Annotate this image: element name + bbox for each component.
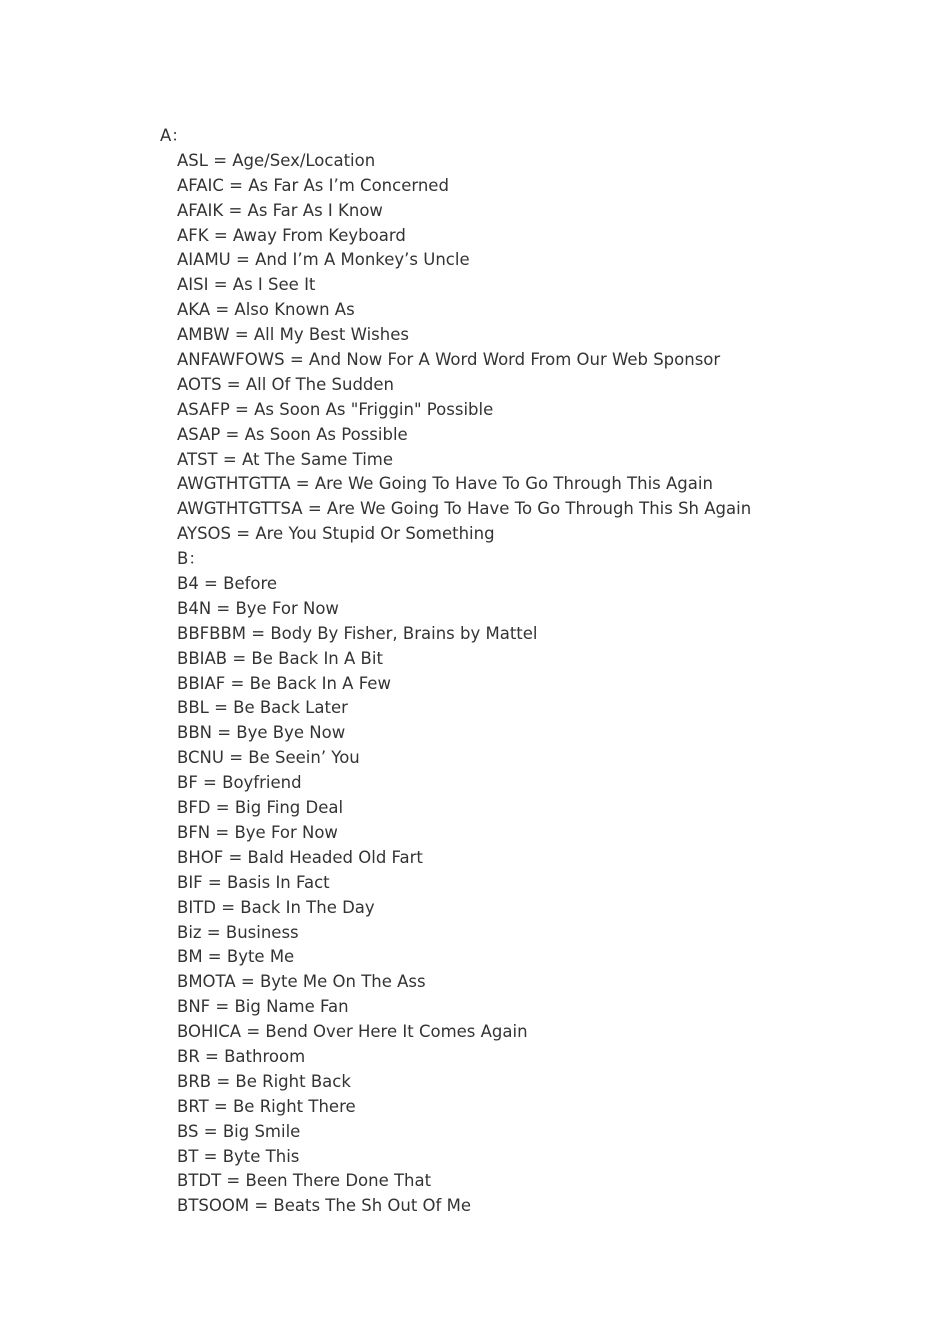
glossary-entry: BM = Byte Me	[177, 947, 295, 967]
glossary-entry: BT = Byte This	[177, 1146, 300, 1166]
glossary-entry: AWGTHTGTTA = Are We Going To Have To Go Through This Again	[177, 474, 713, 494]
glossary-entry: AYSOS = Are You Stupid Or Something	[177, 524, 495, 544]
glossary-entry: AIAMU = And I’m A Monkey’s Uncle	[177, 250, 470, 270]
glossary-entry: AOTS = All Of The Sudden	[177, 374, 395, 394]
section-a-heading: A：	[160, 126, 188, 145]
glossary-entry: ASAP = As Soon As Possible	[177, 424, 408, 444]
glossary-entry: ASAFP = As Soon As "Friggin" Possible	[177, 399, 494, 419]
glossary-entry: BTSOOM = Beats The Sh Out Of Me	[177, 1196, 471, 1216]
glossary-entry: AFAIC = As Far As I’m Concerned	[177, 175, 449, 195]
glossary-entry: ANFAWFOWS = And Now For A Word Word From Our Web Sponsor	[177, 350, 721, 370]
glossary-entry: ATST = At The Same Time	[177, 449, 394, 469]
glossary-entry: AMBW = All My Best Wishes	[177, 325, 409, 345]
glossary-entry: AFK = Away From Keyboard	[177, 225, 406, 245]
glossary-entry: ASL = Age/Sex/Location	[177, 150, 376, 170]
glossary-entry: BCNU = Be Seein’ You	[177, 748, 360, 768]
glossary-entry: BBL = Be Back Later	[177, 698, 348, 718]
section-b-heading: B：	[177, 549, 205, 569]
glossary-entry: BS = Big Smile	[177, 1121, 301, 1141]
glossary-entry: BF = Boyfriend	[177, 773, 302, 793]
glossary-entry: AFAIK = As Far As I Know	[177, 200, 383, 220]
glossary-entry: AKA = Also Known As	[177, 300, 355, 320]
section-a-list	[160, 149, 920, 547]
glossary-entry: BRT = Be Right There	[177, 1096, 356, 1116]
glossary-entry: BITD = Back In The Day	[177, 897, 375, 917]
glossary-entry: BFD = Big Fing Deal	[177, 798, 344, 818]
glossary-entry: BMOTA = Byte Me On The Ass	[177, 972, 426, 992]
glossary-entry: BRB = Be Right Back	[177, 1071, 351, 1091]
glossary-entry: AISI = As I See It	[177, 275, 316, 295]
glossary-entry: BTDT = Been There Done That	[177, 1171, 432, 1191]
glossary-entry: BBIAF = Be Back In A Few	[177, 673, 391, 693]
section-b-list	[160, 572, 920, 1219]
glossary-entry: BNF = Big Name Fan	[177, 997, 349, 1017]
glossary-entry: BHOF = Bald Headed Old Fart	[177, 847, 423, 867]
glossary-entry: BR = Bathroom	[177, 1046, 306, 1066]
glossary-entry: BIF = Basis In Fact	[177, 872, 330, 892]
glossary-entry: BBFBBM = Body By Fisher, Brains by Mattel	[177, 623, 538, 643]
glossary-entry: Biz = Business	[177, 922, 299, 942]
glossary-entry: AWGTHTGTTSA = Are We Going To Have To Go Through This Sh Again	[177, 499, 752, 519]
glossary-entry: BBIAB = Be Back In A Bit	[177, 648, 383, 668]
glossary-text	[160, 124, 920, 1219]
glossary-entry: BOHICA = Bend Over Here It Comes Again	[177, 1022, 528, 1042]
glossary-entry: BFN = Bye For Now	[177, 822, 338, 842]
glossary-entry: B4N = Bye For Now	[177, 598, 339, 618]
glossary-entry: B4 = Before	[177, 574, 278, 594]
glossary-entry: BBN = Bye Bye Now	[177, 723, 346, 743]
